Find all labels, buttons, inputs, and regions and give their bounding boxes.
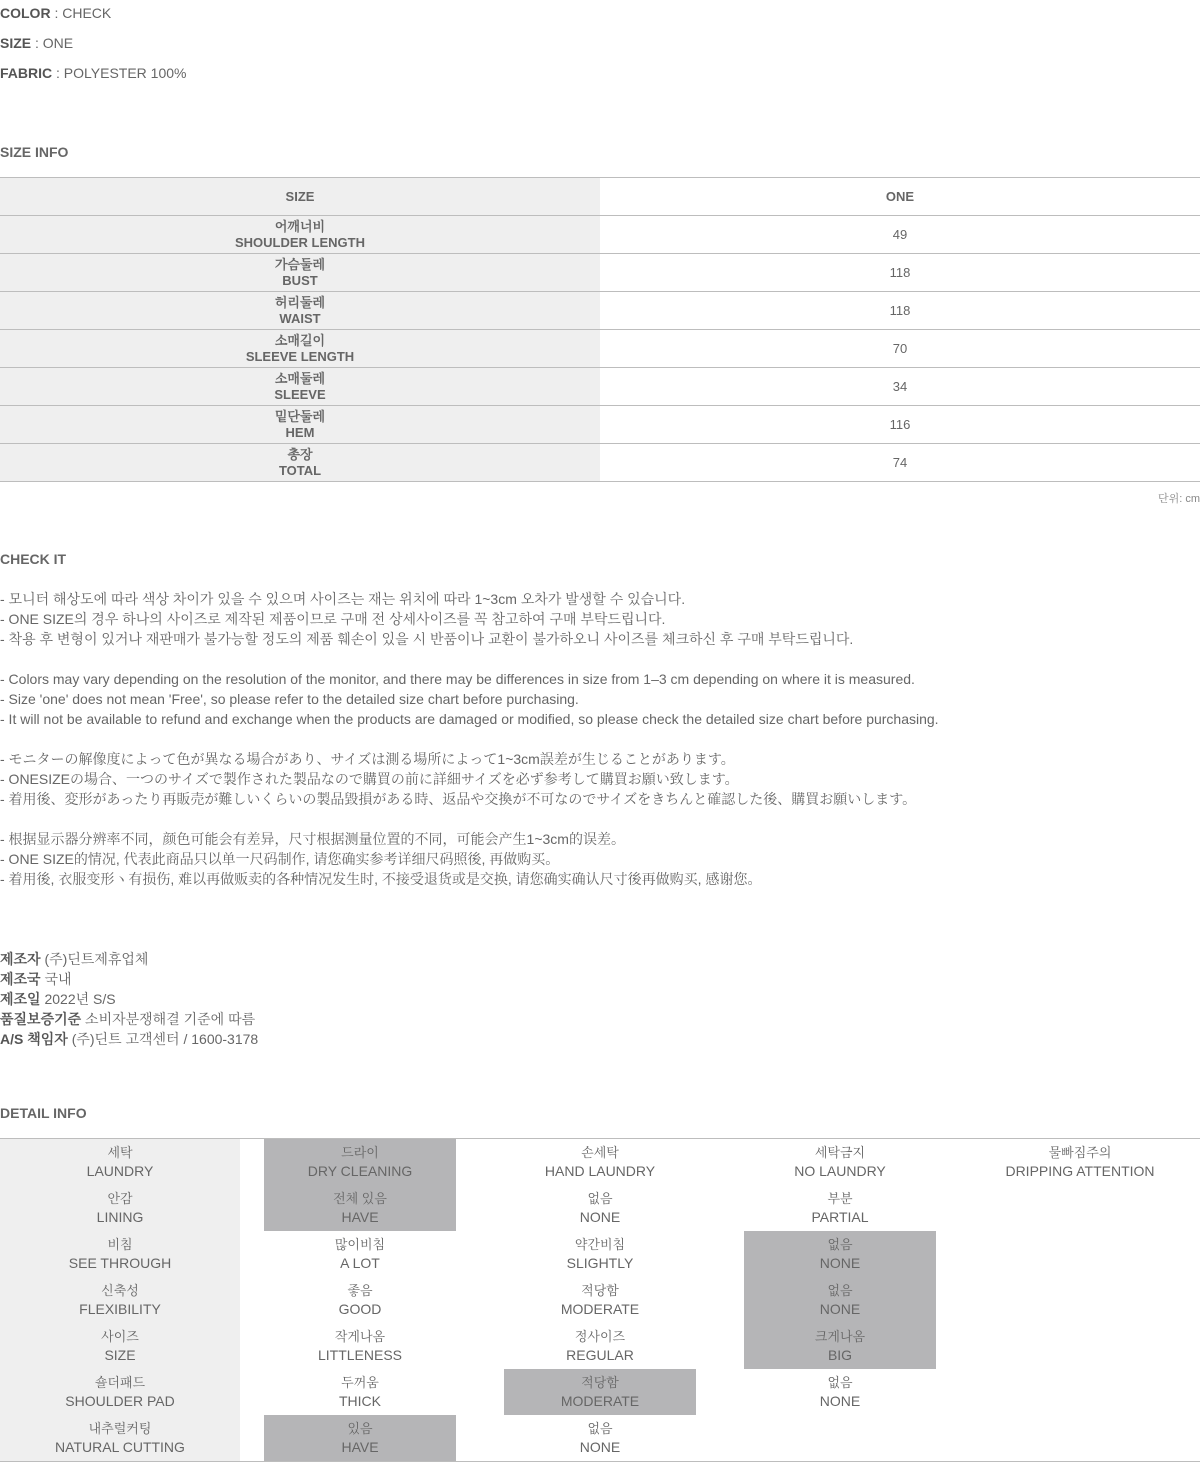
check-line: - Size 'one' does not mean 'Free', so please refer to the detailed size chart before purchasing. <box>0 691 579 707</box>
option-ko: 없음 <box>587 1421 613 1436</box>
check-line: - Colors may vary depending on the resolution of the monitor, and there may be differences in size from 1–3 cm depending on where it is measured. <box>0 671 915 687</box>
size-row-value: 70 <box>892 341 908 356</box>
maker-value: (주)딘트제휴업체 <box>40 951 149 967</box>
option-ko: 약간비침 <box>574 1237 626 1252</box>
check-line: - 모니터 해상도에 따라 색상 차이가 있을 수 있으며 사이즈는 재는 위치에 따라 1~3cm 오차가 발생할 수 있습니다. <box>0 591 686 607</box>
maker-manufacturer <box>0 949 148 969</box>
detail-info-title: DETAIL INFO <box>0 1105 87 1121</box>
option-ko: 적당함 <box>581 1375 619 1390</box>
table-row <box>0 444 1200 482</box>
option-en: NONE <box>819 1301 861 1317</box>
size-row-label <box>0 216 600 253</box>
check-line: - It will not be available to refund and exchange when the products are damaged or modified, so please check the detailed size chart before purchasing. <box>0 711 939 727</box>
detail-option <box>264 1231 456 1277</box>
option-ko: 없음 <box>587 1191 613 1206</box>
detail-option-selected <box>504 1369 696 1415</box>
size-row-label <box>0 444 600 481</box>
option-ko: 손세탁 <box>581 1145 619 1160</box>
maker-quality <box>0 1009 255 1029</box>
option-en: GOOD <box>338 1301 382 1317</box>
size-row-ko: 밑단둘레 <box>274 408 326 424</box>
detail-label-see-through <box>0 1231 240 1277</box>
option-ko: 없음 <box>827 1237 853 1252</box>
detail-option <box>264 1323 456 1369</box>
table-row <box>0 368 1200 406</box>
size-row-ko: 소매둘레 <box>274 370 326 386</box>
maker-value: 국내 <box>40 971 72 987</box>
spec-value: : ONE <box>31 35 74 51</box>
detail-label-en: SIZE <box>104 1347 136 1363</box>
detail-label-en: SHOULDER PAD <box>65 1393 175 1409</box>
option-ko: 세탁금지 <box>814 1145 866 1160</box>
detail-option-selected <box>264 1139 456 1185</box>
detail-option-selected <box>264 1185 456 1231</box>
table-row <box>0 216 1200 254</box>
maker-date <box>0 989 116 1009</box>
option-en: MODERATE <box>560 1301 640 1317</box>
detail-label-en: LAUNDRY <box>86 1163 154 1179</box>
size-row-value: 118 <box>889 303 911 318</box>
maker-key: 제조자 <box>0 951 41 967</box>
size-row-value: 49 <box>892 227 908 242</box>
detail-label-lining <box>0 1185 240 1231</box>
detail-option-selected <box>264 1415 456 1461</box>
option-en: NONE <box>579 1209 621 1225</box>
size-row-label <box>0 330 600 367</box>
option-en: PARTIAL <box>811 1209 869 1225</box>
detail-label-ko: 안감 <box>107 1191 133 1206</box>
option-ko: 정사이즈 <box>574 1329 626 1344</box>
detail-option <box>504 1185 696 1231</box>
size-row-ko: 총장 <box>287 446 313 462</box>
option-en: THICK <box>339 1393 381 1409</box>
size-row-en: BUST <box>282 272 318 288</box>
detail-option <box>744 1139 936 1185</box>
detail-label-size <box>0 1323 240 1369</box>
size-row-en: HEM <box>285 424 315 440</box>
option-ko: 전체 있음 <box>333 1191 387 1206</box>
size-row-value: 74 <box>892 455 908 470</box>
option-ko: 부분 <box>827 1191 853 1206</box>
option-ko: 있음 <box>347 1421 373 1436</box>
option-ko: 크게나옴 <box>814 1329 866 1344</box>
detail-option <box>504 1231 696 1277</box>
size-row-label <box>0 406 600 443</box>
option-ko: 두꺼움 <box>341 1375 379 1390</box>
option-en: LITTLENESS <box>317 1347 403 1363</box>
option-en: DRIPPING ATTENTION <box>1005 1163 1155 1179</box>
option-ko: 많이비침 <box>334 1237 386 1252</box>
detail-label-ko: 내추럴커팅 <box>88 1421 152 1436</box>
maker-as <box>0 1029 258 1049</box>
detail-label-laundry <box>0 1139 240 1185</box>
option-en: A LOT <box>340 1255 380 1271</box>
maker-value: 소비자분쟁해결 기준에 따름 <box>81 1011 256 1027</box>
option-en: NONE <box>819 1393 861 1409</box>
option-en: SLIGHTLY <box>566 1255 634 1271</box>
size-row-label <box>0 292 600 329</box>
option-en: BIG <box>827 1347 853 1363</box>
detail-option <box>744 1185 936 1231</box>
detail-label-ko: 비침 <box>107 1237 133 1252</box>
detail-label-ko: 사이즈 <box>101 1329 139 1344</box>
spec-key: SIZE <box>0 35 32 51</box>
option-en: NONE <box>579 1439 621 1455</box>
check-line: - 根据显示器分辨率不同，颜色可能会有差异，尺寸根据测量位置的不同，可能会产生1~3cm的误差。 <box>0 831 625 847</box>
check-it-title: CHECK IT <box>0 551 67 567</box>
size-row-label <box>0 254 600 291</box>
size-row-ko: 소매길이 <box>274 332 326 348</box>
spec-size <box>0 35 73 51</box>
option-en: HAVE <box>341 1439 379 1455</box>
table-row <box>0 292 1200 330</box>
check-line: - 着用後, 衣服变形ヽ有损伤, 难以再做贩卖的各种情况发生时, 不接受退货或是交换, 请您确实确认尺寸後再做购买, 感谢您。 <box>0 871 762 887</box>
detail-label-shoulder-pad <box>0 1369 240 1415</box>
maker-country <box>0 969 72 989</box>
size-table <box>0 177 1200 482</box>
detail-option <box>504 1415 696 1461</box>
option-ko: 작게나옴 <box>334 1329 386 1344</box>
check-line: - 着用後、変形があったり再販売が難しいくらいの製品毀損がある時、返品や交換が不可なのでサイズをきちんと確認した後、購買お願いします。 <box>0 791 917 807</box>
detail-label-en: FLEXIBILITY <box>79 1301 161 1317</box>
check-line: - モニターの解像度によって色が異なる場合があり、サイズは測る場所によって1~3cm誤差が生じることがあります。 <box>0 751 735 767</box>
spec-key: FABRIC <box>0 65 53 81</box>
detail-option <box>264 1369 456 1415</box>
spec-value: : CHECK <box>50 5 112 21</box>
detail-option-selected <box>744 1231 936 1277</box>
option-ko: 없음 <box>827 1375 853 1390</box>
size-row-ko: 허리둘레 <box>274 294 326 310</box>
table-row <box>0 330 1200 368</box>
spec-color <box>0 5 111 21</box>
size-header-value: ONE <box>885 189 915 204</box>
option-ko: 좋음 <box>347 1283 373 1298</box>
detail-label-en: SEE THROUGH <box>68 1255 172 1271</box>
size-row-value: 118 <box>889 265 911 280</box>
size-row-en: SLEEVE LENGTH <box>245 348 355 364</box>
check-line: - ONESIZEの場合、一つのサイズで製作された製品なので購買の前に詳細サイズを必ず参考して購買お願い致します。 <box>0 771 739 787</box>
option-ko: 적당함 <box>581 1283 619 1298</box>
check-line: - ONE SIZE의 경우 하나의 사이즈로 제작된 제품이므로 구매 전 상세사이즈를 꼭 참고하여 구매 부탁드립니다. <box>0 611 666 627</box>
check-line: - 착용 후 변형이 있거나 재판매가 불가능할 정도의 제품 훼손이 있을 시 반품이나 교환이 불가하오니 사이즈를 체크하신 후 구매 부탁드립니다. <box>0 631 854 647</box>
maker-key: A/S 책임자 <box>0 1031 68 1047</box>
detail-option <box>504 1323 696 1369</box>
detail-label-ko: 세탁 <box>107 1145 133 1160</box>
size-row-value: 34 <box>892 379 908 394</box>
maker-key: 제조국 <box>0 971 41 987</box>
spec-value: : POLYESTER 100% <box>52 65 187 81</box>
option-en: MODERATE <box>560 1393 640 1409</box>
detail-label-en: LINING <box>96 1209 144 1225</box>
maker-key: 제조일 <box>0 991 41 1007</box>
option-en: HAVE <box>341 1209 379 1225</box>
size-row-value: 116 <box>889 417 911 432</box>
size-row-en: SHOULDER LENGTH <box>235 234 365 250</box>
option-en: NONE <box>819 1255 861 1271</box>
spec-fabric <box>0 65 186 81</box>
detail-label-flexibility <box>0 1277 240 1323</box>
option-ko: 없음 <box>827 1283 853 1298</box>
table-row <box>0 406 1200 444</box>
detail-option-selected <box>744 1323 936 1369</box>
option-en: DRY CLEANING <box>307 1163 413 1179</box>
option-en: REGULAR <box>566 1347 634 1363</box>
size-table-header <box>0 178 1200 216</box>
size-row-en: TOTAL <box>278 462 322 478</box>
maker-key: 품질보증기준 <box>0 1011 82 1027</box>
detail-option <box>984 1139 1176 1185</box>
detail-option <box>744 1369 936 1415</box>
detail-option <box>504 1139 696 1185</box>
maker-value: 2022년 S/S <box>40 991 116 1007</box>
unit-note: 단위: cm <box>1157 493 1200 505</box>
size-row-en: WAIST <box>279 310 321 326</box>
size-row-ko: 가슴둘레 <box>274 256 326 272</box>
detail-label-natural-cutting <box>0 1415 240 1461</box>
spec-key: COLOR <box>0 5 51 21</box>
size-header-label: SIZE <box>0 178 600 215</box>
size-row-label <box>0 368 600 405</box>
check-line: - ONE SIZE的情况, 代表此商品只以单一尺码制作, 请您确实参考详细尺码照後, 再做购买。 <box>0 851 560 867</box>
detail-option-selected <box>744 1277 936 1323</box>
detail-option <box>264 1277 456 1323</box>
table-row <box>0 254 1200 292</box>
option-en: NO LAUNDRY <box>794 1163 886 1179</box>
size-row-en: SLEEVE <box>274 386 326 402</box>
size-row-ko: 어깨너비 <box>274 218 326 234</box>
detail-table <box>0 1138 1200 1462</box>
detail-label-en: NATURAL CUTTING <box>55 1439 185 1455</box>
maker-value: (주)딘트 고객센터 / 1600-3178 <box>67 1031 259 1047</box>
option-ko: 드라이 <box>341 1145 379 1160</box>
size-info-title: SIZE INFO <box>0 144 69 160</box>
detail-option <box>504 1277 696 1323</box>
option-ko: 물빠짐주의 <box>1048 1145 1112 1160</box>
detail-label-ko: 숄더패드 <box>94 1375 146 1390</box>
detail-label-ko: 신축성 <box>101 1283 139 1298</box>
option-en: HAND LAUNDRY <box>544 1163 656 1179</box>
